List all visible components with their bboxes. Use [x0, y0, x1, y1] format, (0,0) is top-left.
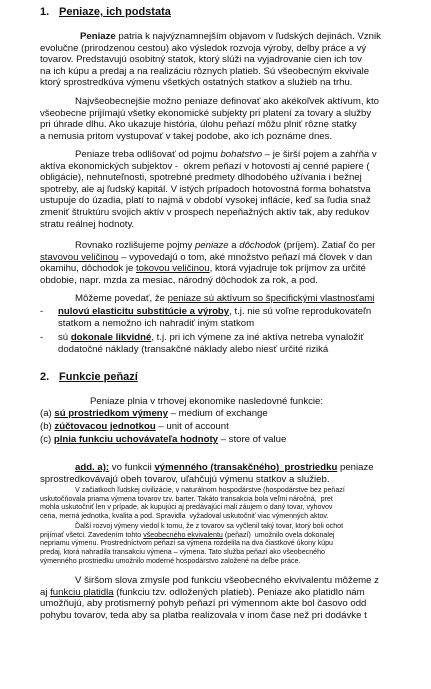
- bold-term: zúčtovacou jednotkou: [54, 421, 156, 432]
- underlined-term: stavovou veličinou: [40, 251, 119, 263]
- paragraph: [40, 96, 431, 142]
- section-title: Peniaze, ich podstata: [59, 6, 171, 18]
- paragraph: V širšom slova zmysle pod funkciu všeobecného ekvivalentu môžeme z aj funkciu platidla (funkciu tzv. odložených platieb). Peniaze ako platidlo nám umožňujú, aby protismerný pohyb peňazí pri výmennom akte bol časovo odd pohybu tovarov, teda aby sa platba realizovala v inom čase než pri dodávke t: [40, 575, 379, 621]
- paragraph: [40, 31, 431, 89]
- text-line: ktorý sprostredkúva výmenu všetkých ostatných statkov a služieb na trhu.: [40, 77, 353, 89]
- small-paragraph: V začiatkoch ľudskej civilizácie, v naturálnom hospodárstve (hospodárstve bez peňazí uskutočňovala priama výmena tovarov tzv. barter. Takáto transakcia bola veľmi náročná, pret mohla uskutočniť len v prípade, ak kupujúci aj predávajúci mali záujem o daný tovar, vyhovov cena, merná jednotka, kvalita a pod. Spravidla vyžadoval uskutočniť viac výmenných aktov.: [40, 486, 345, 521]
- text-line: obdobie, napr. mzda za mesiac, národný dôchodok za rok, a pod.: [40, 274, 318, 286]
- paragraph: add. a): vo funkcii výmenného (transakčného) prostriedku peniaze sprostredkovávajú obeh tovarov, uľahčujú výmenu statkov a služieb.: [40, 462, 374, 485]
- function-item: (a) sú prostriedkom výmeny – medium of exchange: [40, 408, 268, 419]
- add-label: add. a):: [75, 462, 110, 473]
- paragraph: Môžeme povedať, že peniaze sú aktívum so špecifickými vlastnosťami: [75, 293, 375, 304]
- text-line: na ich kúpu a predaj a na realizáciu rôznych platieb. Sú všeobecným ekvivale: [40, 65, 370, 77]
- text-line: Najvšeobecnejšie možno peniaze definovať ako akékoľvek aktívum, kto: [75, 96, 379, 107]
- bullet-dash: -: [40, 306, 44, 317]
- bold-term: plnia funkciu uchovávateľa hodnoty: [53, 434, 219, 445]
- bold-term: výmenného (transakčného) prostriedku: [154, 462, 338, 473]
- section-1-heading: [40, 6, 171, 18]
- paragraph: Rovnako rozlišujeme pojmy peniaze a dôchodok (príjem). Zatiaľ čo per stavovou veličinou – vypovedajú o tom, aké množstvo peňazí má človek v dan okamihu, dôchodok je tokovou veličinou, ktorá vyjadruje tok príjmov za určité obdobie, napr. mzda za mesiac, národný dôchodok za rok, a pod.: [40, 240, 376, 286]
- text-line: všeobecne prijímajú všetky ekonomické subjekty pri platení za tovary a služby: [40, 107, 372, 119]
- text-line: zmeniť štruktúru svojich aktív v prospech nepeňažných aktív tak, aby redukov: [40, 206, 370, 218]
- text-line: aktíva ekonomických subjektov - okrem peňazí v hotovosti aj cenné papiere (: [40, 160, 370, 172]
- underlined-term: tokovou veličinou: [136, 263, 210, 275]
- underlined-term: peniaze sú aktívum so špecifickými vlastnosťami: [167, 293, 375, 304]
- bold-term: Peniaze: [80, 31, 116, 42]
- text-line: pri úhrade dlhu. Ako ukazuje história, úlohu peňazí môžu plniť rôzne statky: [40, 119, 357, 131]
- italic-term: peniaze: [194, 240, 229, 251]
- text-line: ustupuje do úzadia, platí to najmä v období vysokej inflácie, keď sa ľudia snaž: [40, 195, 371, 207]
- bold-term: nulovú elasticitu substitúcie a výroby: [58, 306, 230, 317]
- text-line: spotreby, ale aj ľudský kapitál. V istých prípadoch hotovostná forma bohatstva: [40, 183, 371, 195]
- document-page: 1. Peniaze, ich podstata Peniaze patria k najvýznamnejším objavom v ľudských dejinách. Vznik evolučne (prirodzenou cestou) ako výsledok rozvoja výroby, delby práce a vý tovarov. Predstavujú osobitný statok, ktorý slúži na vyjadrovanie cien ich tov na ich kúpu a predaj a na realizáciu rôznych platieb. Sú všeobecným ekvivale ktorý sprostredkúva výmenu všetkých ostatných statkov a služieb na trhu. Najvšeobecnejšie možno peniaze definovať ako akékoľvek aktívum, kto všeobecne prijímajú všetky ekonomické subjekty pri platení za tovary a služby pri úhrade dlhu. Ako ukazuje história, úlohu peňazí môžu plniť rôzne statky a nemusia pritom vystupovať v takej podobe, ako ich poznáme dnes. Peniaze treba odlišovať od pojmu bohatstvo – je širší pojem a zahŕňa v aktíva ekonomických subjektov - okrem peňazí v hotovosti aj cenné papiere ( obligácie), nehnuteľnosti, spotrebné predmety dlhodobého užívania i bežnej spotreby, ale aj ľudský kapitál. V istých prípadoch hotovostná forma bohatstva ustupuje do úzadia, platí to najmä v období vysokej inflácie, keď sa ľudia snaž zmeniť štruktúru svojich aktív v prospech nepeňažných aktív tak, aby redukov stratu reálnej hodnoty. Rovnako rozlišujeme pojmy peniaze a dôchodok (príjem). Zatiaľ čo per stavovou veličinou – vypovedajú o tom, aké množstvo peňazí má človek v dan okamihu, dôchodok je tokovou veličinou, ktorá vyjadruje tok príjmov za určité obdobie, napr. mzda za mesiac, národný dôchodok za rok, a pod. Môžeme povedať, že peniaze sú aktívum so špecifickými vlastnosťami - nulovú elasticitu substitúcie a výroby, t.j. nie sú voľne reprodukovateľn statkom a nemožno ich nahradiť iným statkom - sú dokonale likvidné, t.j. pri ich výmene za iné aktíva netreba vynaložiť dodatočné náklady (transakčné náklady alebo niesť určité riziká 2. Funkcie peňazí Peniaze plnia v trhovej ekonomike nasledovné funkcie: (a) sú prostriedkom výmeny – medium of exchange (b) zúčtovacou jednotkou – unit of account (c) plnia funkciu uchovávateľa hodnoty – store of value add. a): vo funkcii výmenného (transakčného) prostriedku peniaze sprostredkovávajú obeh tovarov, uľahčujú výmenu statkov a služieb. V začiatkoch ľudskej civilizácie, v naturálnom hospodárstve (hospodárstve bez peňazí uskutočňovala priama výmena tovarov tzv. barter. Takáto transakcia bola veľmi náročná, pret mohla uskutočniť len v prípade, ak kupujúci aj predávajúci mali záujem o daný tovar, vyhovov cena, merná jednotka, kvalita a pod. Spravidla vyžadoval uskutočniť viac výmenných aktov. Ďalší rozvoj výmeny viedol k tomu, že z tovarov sa vyčlenil taký tovar, ktorý boli ochot prijímať všetci. Zavedením tohto všeobecného ekvivalentu (peňazí) umožnilo ovela dokonalej nepriamu výmenu. Prostredníctvom peňazí sa výmena rozdelila na dva čiastkové úkony kúpu predaj, ktorá nahradila transakciu výmena – výmena. Tato služba peňazí ako všeobecného výmenného prostriedku umožnilo moderné hospodárstvo založené na deľbe práce. V širšom slova zmysle pod funkciu všeobecného ekvivalentu môžeme z aj funkciu platidla (funkciu tzv. odložených platieb). Peniaze ako platidlo nám umožňujú, aby protismerný pohyb peňazí pri výmennom akte bol časovo odd pohybu tovarov, teda aby sa platba realizovala v inom čase než pri dodávke t: [0, 0, 431, 689]
- text-line: tovarov. Predstavujú osobitný statok, ktorý slúži na vyjadrovanie cien ich tov: [40, 54, 362, 66]
- text-line: evolučne (prirodzenou cestou) ako výsledok rozvoja výroby, delby práce a vý: [40, 42, 367, 54]
- section-2-heading: [40, 371, 138, 383]
- bold-term: sú prostriedkom výmeny: [54, 408, 168, 419]
- function-item: (b) zúčtovacou jednotkou – unit of account: [40, 421, 229, 432]
- section-number: 2.: [40, 371, 50, 383]
- paragraph: Peniaze plnia v trhovej ekonomike nasledovné funkcie:: [90, 396, 324, 407]
- small-paragraph: Ďalší rozvoj výmeny viedol k tomu, že z tovarov sa vyčlenil taký tovar, ktorý boli ochot prijímať všetci. Zavedením tohto všeobecného ekvivalentu (peňazí) umožnilo ovela dokonalej nepriamu výmenu. Prostredníctvom peňazí sa výmena rozdelila na dva čiastkové úkony kúpu predaj, ktorá nahradila transakciu výmena – výmena. Tato služba peňazí ako všeobecného výmenného prostriedku umožnilo moderné hospodárstvo založené na deľbe práce.: [40, 522, 344, 565]
- text-line: – je širší pojem a zahŕňa v: [262, 149, 377, 160]
- paragraph: [40, 149, 431, 230]
- underlined-term: funkciu platidla: [50, 586, 114, 598]
- text-line: patria k najvýznamnejším objavom v ľudských dejinách. Vznik: [115, 31, 381, 42]
- text-line: stratu reálnej hodnoty.: [40, 218, 135, 230]
- function-item: (c) plnia funkciu uchovávateľa hodnoty – store of value: [40, 434, 287, 445]
- section-title: Funkcie peňazí: [59, 371, 138, 383]
- text-line: obligácie), nehnuteľnosti, spotrebné predmety dlhodobého užívania i bežnej: [40, 172, 362, 184]
- italic-term: bohatstvo: [220, 149, 263, 160]
- bullet-dash: -: [40, 332, 44, 343]
- bold-term: dokonale likvidné: [70, 332, 152, 343]
- text-line: Peniaze treba odlišovať od pojmu: [75, 149, 221, 160]
- text-line: a nemusia pritom vystupovať v takej podobe, ako ich poznáme dnes.: [40, 130, 333, 142]
- italic-term: dôchodok: [239, 240, 281, 251]
- underlined-term: všeobecného ekvivalentu: [143, 530, 223, 539]
- section-number: 1.: [40, 6, 50, 18]
